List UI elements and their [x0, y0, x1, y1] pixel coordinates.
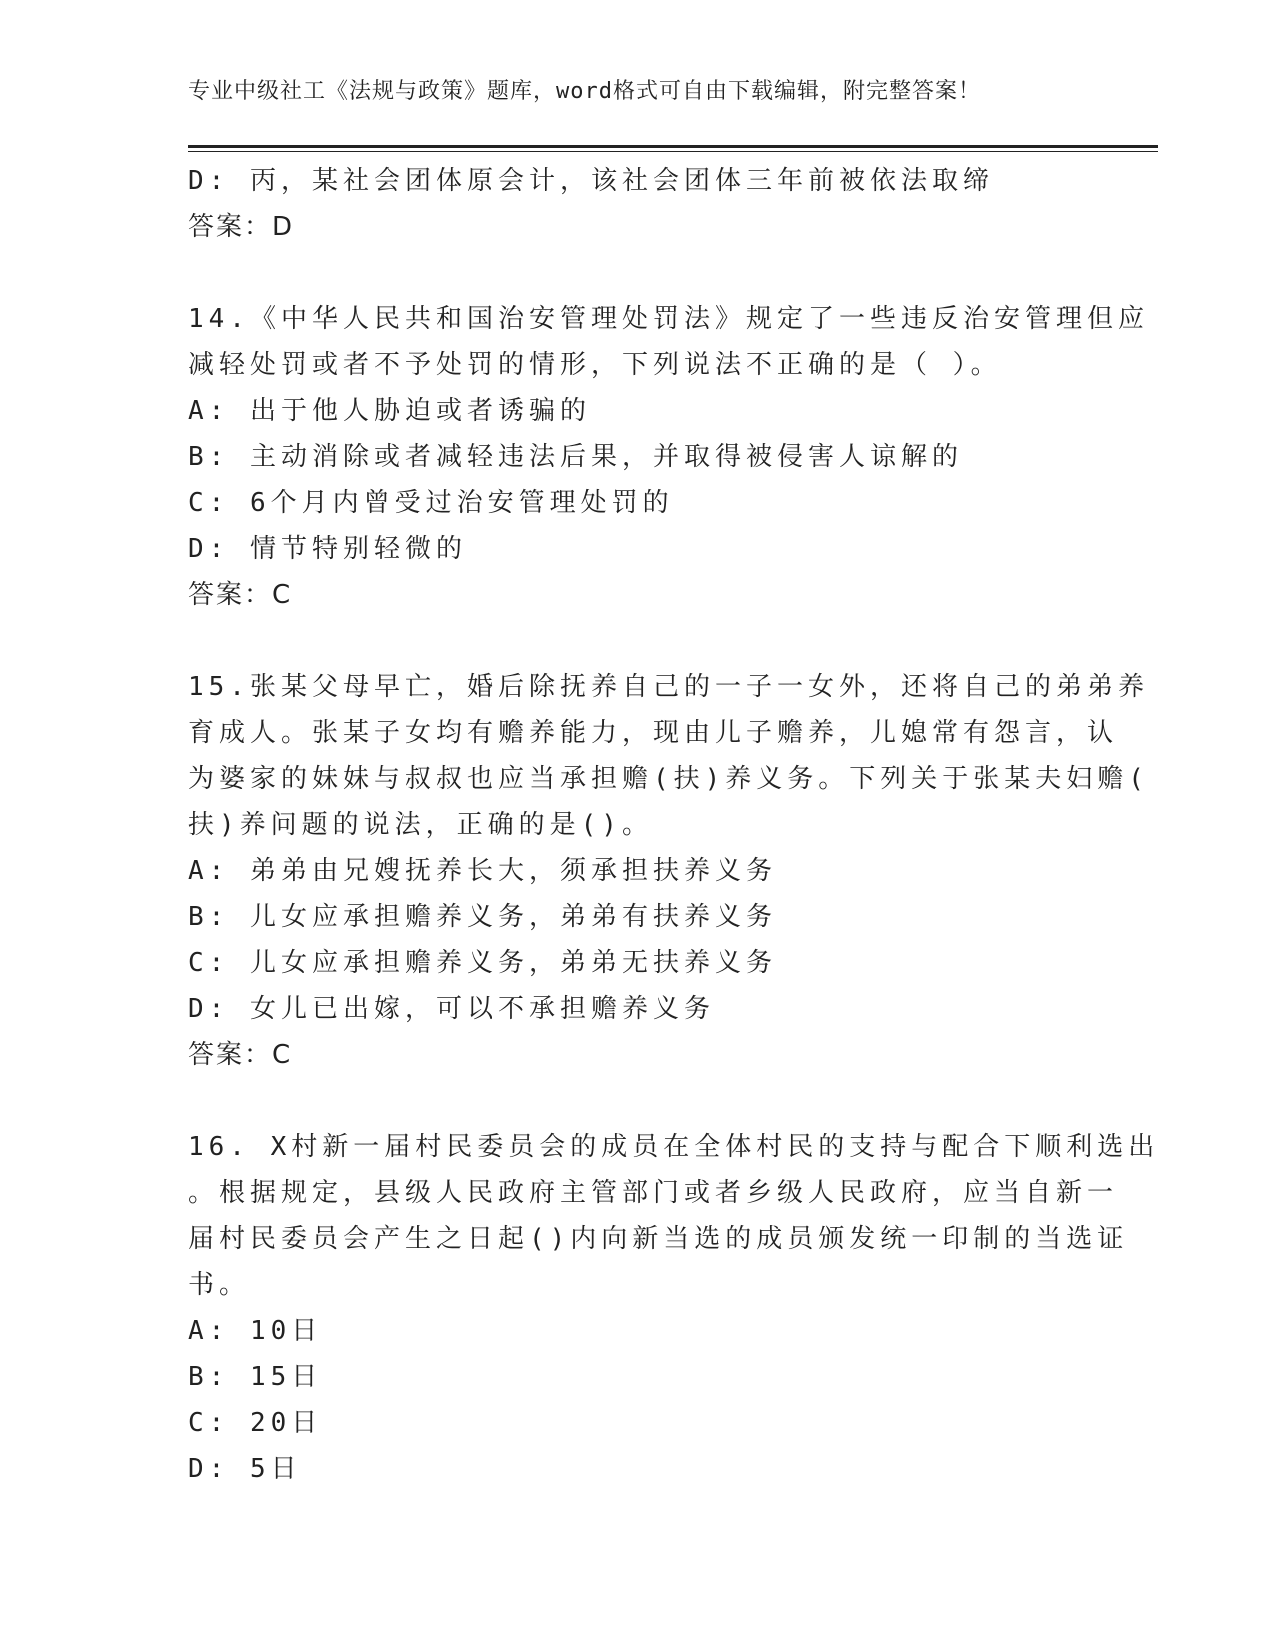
- question-text-line: 16. X村新一届村民委员会的成员在全体村民的支持与配合下顺利选出: [188, 1132, 1160, 1162]
- option-c: C: 6个月内曾受过治安管理处罚的: [188, 488, 674, 518]
- answer-line: 答案：C: [188, 1040, 293, 1070]
- option-d: D: 情节特别轻微的: [188, 534, 467, 564]
- option-b: B: 儿女应承担赡养义务，弟弟有扶养义务: [188, 902, 777, 932]
- option-b: B: 15日: [188, 1362, 323, 1392]
- header-rule-thick: [188, 145, 1158, 148]
- question-text-line: 书。: [188, 1270, 251, 1300]
- prev-question-tail: [188, 158, 1088, 250]
- answer-line: 答案：D: [188, 212, 295, 242]
- question-text-line: 减轻处罚或者不予处罚的情形，下列说法不正确的是（ ）。: [188, 350, 1002, 380]
- page-header-title: 专业中级社工《法规与政策》题库，word格式可自由下载编辑，附完整答案！: [188, 79, 981, 104]
- question-text-line: 扶)养问题的说法，正确的是()。: [188, 810, 653, 840]
- question-14: [188, 296, 1149, 618]
- header-rule-thin: [188, 151, 1158, 152]
- option-b: B: 主动消除或者减轻违法后果，并取得被侵害人谅解的: [188, 442, 963, 472]
- option-a: A: 出于他人胁迫或者诱骗的: [188, 396, 591, 426]
- question-15: [188, 664, 1149, 1078]
- question-text-line: 育成人。张某子女均有赡养能力，现由儿子赡养，儿媳常有怨言，认: [188, 718, 1119, 748]
- question-text-line: 。根据规定，县级人民政府主管部门或者乡级人民政府，应当自新一: [188, 1178, 1119, 1208]
- option-c: C: 20日: [188, 1408, 323, 1438]
- answer-line: 答案：C: [188, 580, 293, 610]
- option-c: C: 儿女应承担赡养义务，弟弟无扶养义务: [188, 948, 777, 978]
- question-text-line: 14.《中华人民共和国治安管理处罚法》规定了一些违反治安管理但应: [188, 304, 1149, 334]
- option-d: D: 5日: [188, 1454, 302, 1484]
- spacer: [188, 1078, 1088, 1124]
- option-a: A: 10日: [188, 1316, 323, 1346]
- question-text-line: 为婆家的妹妹与叔叔也应当承担赡(扶)养义务。下列关于张某夫妇赡(: [188, 764, 1149, 794]
- question-text-line: 15.张某父母早亡，婚后除抚养自己的一子一女外，还将自己的弟弟养: [188, 672, 1149, 702]
- spacer: [188, 250, 1088, 296]
- option-d: D: 丙，某社会团体原会计，该社会团体三年前被依法取缔: [188, 166, 994, 196]
- document-content: [188, 158, 1160, 1492]
- option-d: D: 女儿已出嫁，可以不承担赡养义务: [188, 994, 715, 1024]
- question-16: [188, 1124, 1160, 1492]
- spacer: [188, 618, 1088, 664]
- option-a: A: 弟弟由兄嫂抚养长大，须承担扶养义务: [188, 856, 777, 886]
- question-text-line: 届村民委员会产生之日起()内向新当选的成员颁发统一印制的当选证: [188, 1224, 1129, 1254]
